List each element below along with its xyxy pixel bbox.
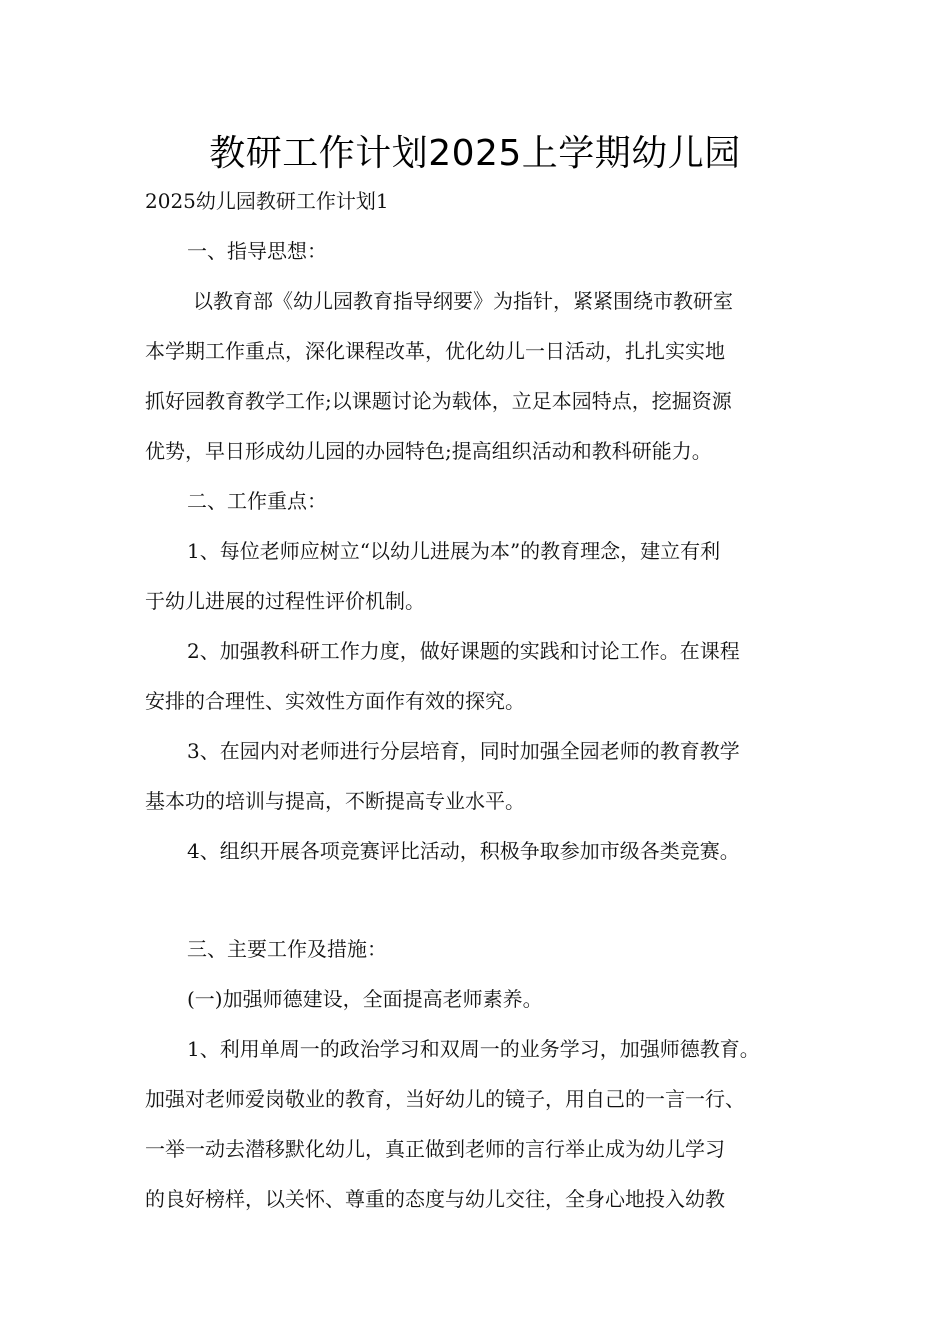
paragraph-line: 1、每位老师应树立“以幼儿进展为本”的教育理念，建立有利	[187, 539, 721, 563]
paragraph-line: 的良好榜样，以关怀、尊重的态度与幼儿交往，全身心地投入幼教	[145, 1187, 725, 1211]
document-subtitle: 2025幼儿园教研工作计划1	[145, 189, 389, 213]
document-title: 教研工作计划2025上学期幼儿园	[209, 133, 741, 174]
subsection-heading: (一)加强师德建设，全面提高老师素养。	[187, 987, 543, 1011]
paragraph-line: 于幼儿进展的过程性评价机制。	[145, 589, 425, 613]
paragraph-line: 基本功的培训与提高，不断提高专业水平。	[145, 789, 525, 813]
paragraph-line: 一举一动去潜移默化幼儿，真正做到老师的言行举止成为幼儿学习	[145, 1137, 725, 1161]
paragraph-line: 1、利用单周一的政治学习和双周一的业务学习，加强师德教育。	[187, 1037, 760, 1061]
paragraph-line: 加强对老师爱岗敬业的教育，当好幼儿的镜子，用自己的一言一行、	[145, 1087, 745, 1111]
paragraph-line: 抓好园教育教学工作;以课题讨论为载体，立足本园特点，挖掘资源	[145, 389, 732, 413]
paragraph-line: 优势，早日形成幼儿园的办园特色;提高组织活动和教科研能力。	[145, 439, 712, 463]
section-heading-work-focus: 二、工作重点：	[187, 489, 327, 513]
section-heading-main-work: 三、主要工作及措施：	[187, 937, 387, 961]
paragraph-line: 以教育部《幼儿园教育指导纲要》为指针，紧紧围绕市教研室	[193, 289, 733, 313]
paragraph-line: 4、组织开展各项竞赛评比活动，积极争取参加市级各类竞赛。	[187, 839, 740, 863]
section-heading-guiding-thought: 一、指导思想：	[187, 239, 327, 263]
paragraph-line: 本学期工作重点，深化课程改革，优化幼儿一日活动，扎扎实实地	[145, 339, 725, 363]
paragraph-line: 3、在园内对老师进行分层培育，同时加强全园老师的教育教学	[187, 739, 740, 763]
paragraph-line: 2、加强教科研工作力度，做好课题的实践和讨论工作。在课程	[187, 639, 740, 663]
paragraph-line: 安排的合理性、实效性方面作有效的探究。	[145, 689, 525, 713]
